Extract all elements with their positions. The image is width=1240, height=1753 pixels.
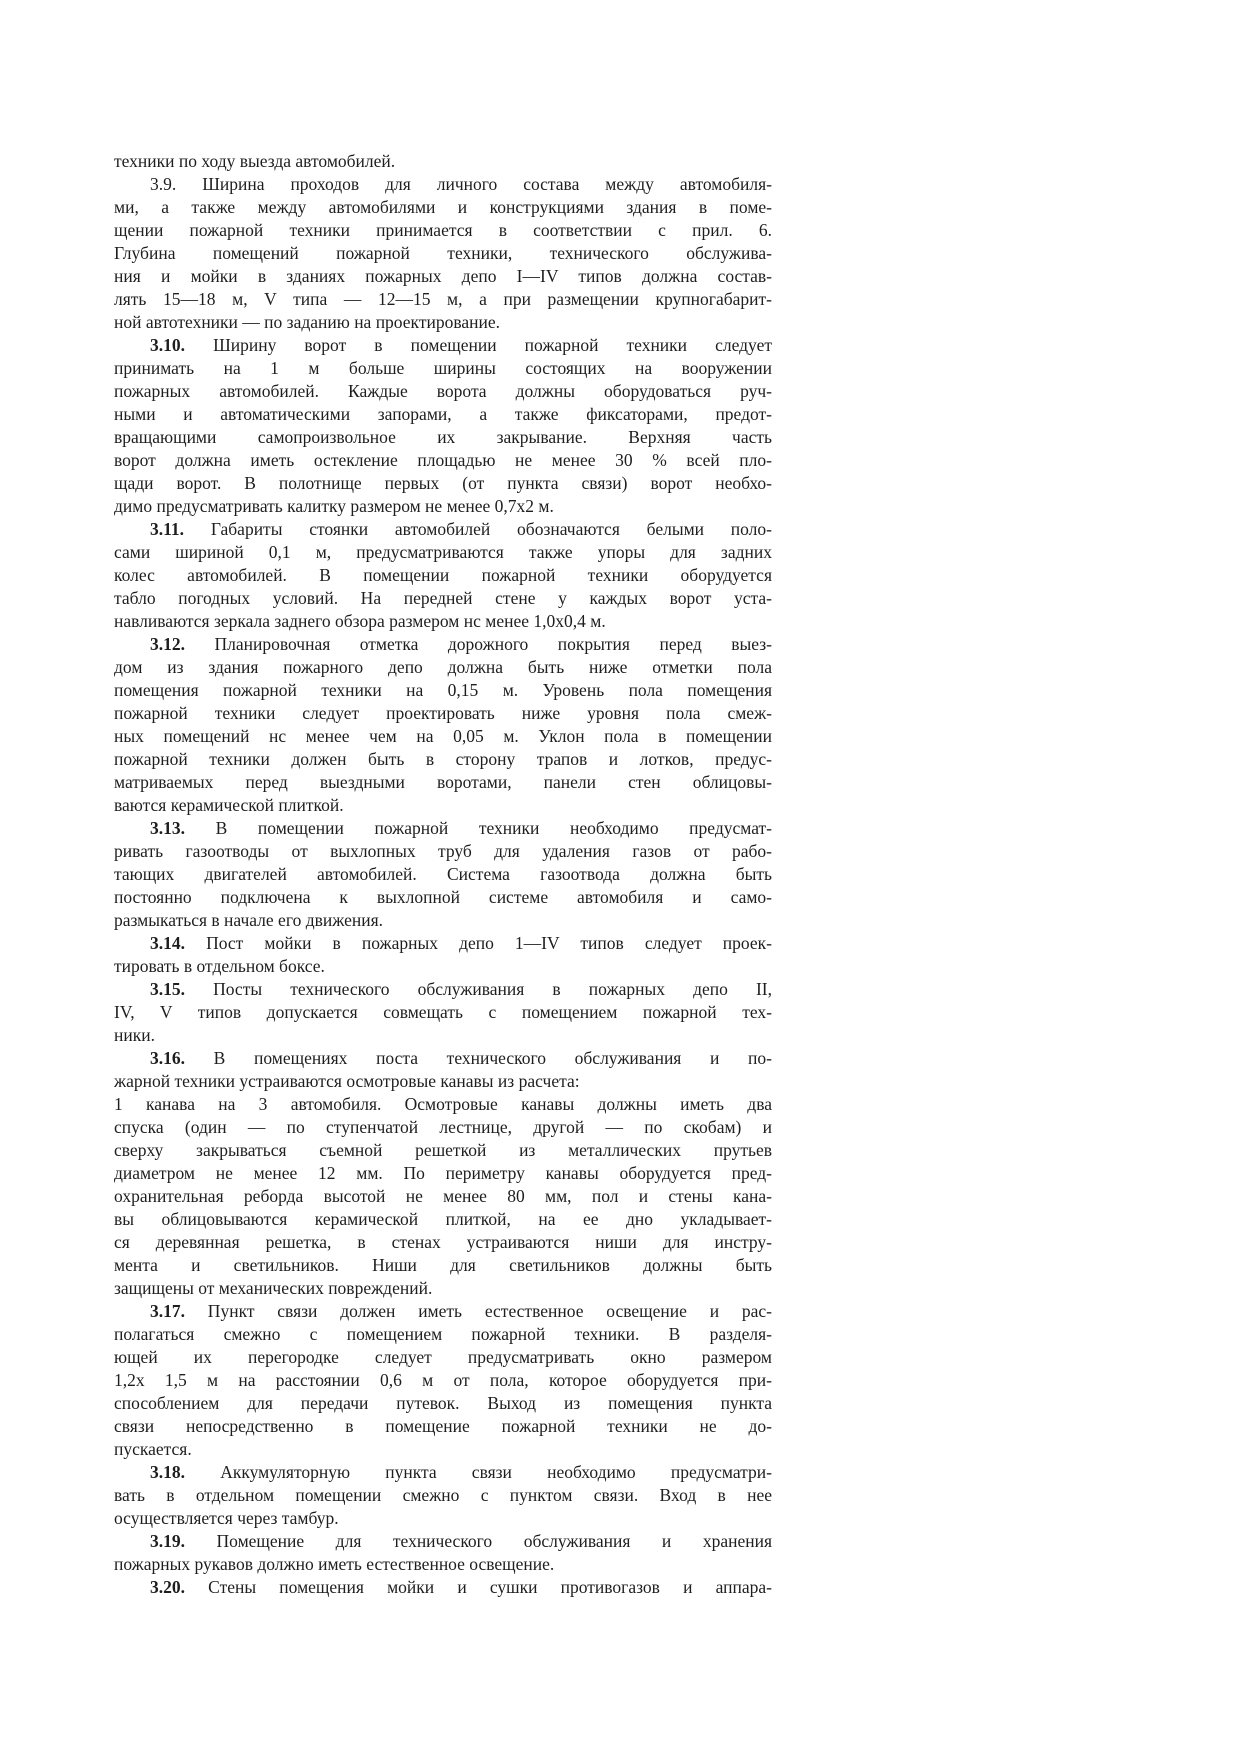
text-line: полагаться смежно с помещением пожарной техники. В разделя- [114, 1324, 772, 1344]
text-line: пожарной техники следует проектировать ниже уровня пола смеж- [114, 703, 772, 723]
text-line: вращающими самопроизвольное их закрывание. Верхняя часть [114, 427, 772, 447]
text-line: сверху закрываться съемной решеткой из металлических прутьев [114, 1140, 772, 1160]
section-number: 3.11. [150, 519, 185, 539]
text-line: охранительная реборда высотой не менее 80 мм, пол и стены кана- [114, 1186, 772, 1206]
text-line: пожарной техники должен быть в сторону трапов и лотков, предус- [114, 749, 772, 769]
text-line: вы облицовываются керамической плиткой, на ее дно укладывает- [114, 1209, 772, 1229]
text-line: пожарных автомобилей. Каждые ворота должны оборудоваться руч- [114, 381, 772, 401]
section-number: 3.13. [150, 818, 185, 838]
text-line: 3.12. Планировочная отметка дорожного покрытия перед выез- [150, 634, 772, 654]
text-line: мента и светильников. Ниши для светильников должны быть [114, 1255, 772, 1275]
section-number: 3.18. [150, 1462, 185, 1482]
text-line: 3.14. Пост мойки в пожарных депо 1—IV типов следует проек- [150, 933, 772, 953]
section-number: 3.16. [150, 1048, 185, 1068]
text-line: колес автомобилей. В помещении пожарной техники оборудуется [114, 565, 772, 585]
text-line: щади ворот. В полотнище первых (от пункта связи) ворот необхо- [114, 473, 772, 493]
text-line: лять 15—18 м, V типа — 12—15 м, а при размещении крупногабарит- [114, 289, 772, 309]
text-line: 3.16. В помещениях поста технического обслуживания и по- [150, 1048, 772, 1068]
text-line: 3.19. Помещение для технического обслуживания и хранения [150, 1531, 772, 1551]
text-line: вать в отдельном помещении смежно с пунктом связи. Вход в нее [114, 1485, 772, 1505]
text-line: матриваемых перед выездными воротами, панели стен облицовы- [114, 772, 772, 792]
text-line: 3.17. Пункт связи должен иметь естественное освещение и рас- [150, 1301, 772, 1321]
section-number: 3.14. [150, 933, 185, 953]
text-line: принимать на 1 м больше ширины состоящих на вооружении [114, 358, 772, 378]
text-line: пожарных рукавов должно иметь естественное освещение. [114, 1554, 555, 1574]
section-number: 3.10. [150, 335, 185, 355]
text-line: тающих двигателей автомобилей. Система газоотвода должна быть [114, 864, 772, 884]
text-line: ных помещений нс менее чем на 0,05 м. Уклон пола в помещении [114, 726, 772, 746]
text-line: навливаются зеркала заднего обзора размером нс менее 1,0х0,4 м. [114, 611, 606, 631]
text-line: 3.10. Ширину ворот в помещении пожарной техники следует [150, 335, 772, 355]
text-line: ми, а также между автомобилями и конструкциями здания в поме- [114, 197, 772, 217]
text-line: 3.20. Стены помещения мойки и сушки противогазов и аппара- [150, 1577, 772, 1597]
text-line: дом из здания пожарного депо должна быть ниже отметки пола [114, 657, 772, 677]
text-line: диаметром не менее 12 мм. По периметру канавы оборудуется пред- [114, 1163, 772, 1183]
section-number: 3.19. [150, 1531, 185, 1551]
section-number: 3.20. [150, 1577, 185, 1597]
text-line: 3.13. В помещении пожарной техники необходимо предусмат- [150, 818, 772, 838]
text-line: ваются керамической плиткой. [114, 795, 344, 815]
text-line: ния и мойки в зданиях пожарных депо I—IV типов должна состав- [114, 266, 772, 286]
text-line: 3.9. Ширина проходов для личного состава между автомобиля- [150, 174, 772, 194]
text-line: размыкаться в начале его движения. [114, 910, 384, 930]
text-line: спуска (один — по ступенчатой лестнице, другой — по скобам) и [114, 1117, 772, 1137]
text-line: 3.18. Аккумуляторную пункта связи необходимо предусматри- [150, 1462, 772, 1482]
text-line: связи непосредственно в помещение пожарной техники не до- [114, 1416, 772, 1436]
text-line: постоянно подключена к выхлопной системе автомобиля и само- [114, 887, 772, 907]
text-line: жарной техники устраиваются осмотровые канавы из расчета: [114, 1071, 580, 1091]
text-line: Глубина помещений пожарной техники, технического обслужива- [114, 243, 772, 263]
text-line: 3.15. Посты технического обслуживания в пожарных депо II, [150, 979, 772, 999]
text-line: пускается. [114, 1439, 192, 1459]
text-line: IV, V типов допускается совмещать с помещением пожарной тех- [114, 1002, 772, 1022]
text-line: ворот должна иметь остекление площадью не менее 30 % всей пло- [114, 450, 772, 470]
text-line: 1,2х 1,5 м на расстоянии 0,6 м от пола, которое оборудуется при- [114, 1370, 772, 1390]
text-line: ными и автоматическими запорами, а также фиксаторами, предот- [114, 404, 772, 424]
text-line: помещения пожарной техники на 0,15 м. Уровень пола помещения [114, 680, 772, 700]
text-line: тировать в отдельном боксе. [114, 956, 325, 976]
text-line: ся деревянная решетка, в стенах устраиваются ниши для инстру- [114, 1232, 772, 1252]
text-line: ной автотехники — по заданию на проектирование. [114, 312, 500, 332]
text-line: димо предусматривать калитку размером не менее 0,7х2 м. [114, 496, 554, 516]
text-line: сами шириной 0,1 м, предусматриваются также упоры для задних [114, 542, 772, 562]
text-line: ющей их перегородке следует предусматривать окно размером [114, 1347, 772, 1367]
text-line: способлением для передачи путевок. Выход из помещения пункта [114, 1393, 772, 1413]
text-line: защищены от механических повреждений. [114, 1278, 433, 1298]
text-column [114, 150, 772, 1599]
section-number: 3.17. [150, 1301, 185, 1321]
text-line: техники по ходу выезда автомобилей. [114, 151, 396, 171]
section-number: 3.12. [150, 634, 185, 654]
text-line: осуществляется через тамбур. [114, 1508, 339, 1528]
text-line: ривать газоотводы от выхлопных труб для удаления газов от рабо- [114, 841, 772, 861]
text-line: 1 канава на 3 автомобиля. Осмотровые канавы должны иметь два [114, 1094, 772, 1114]
text-line: 3.11. Габариты стоянки автомобилей обозначаются белыми поло- [150, 519, 772, 539]
text-line: табло погодных условий. На передней стене у каждых ворот уста- [114, 588, 772, 608]
text-line: щении пожарной техники принимается в соответствии с прил. 6. [114, 220, 772, 240]
section-number: 3.15. [150, 979, 185, 999]
text-line: ники. [114, 1025, 155, 1045]
